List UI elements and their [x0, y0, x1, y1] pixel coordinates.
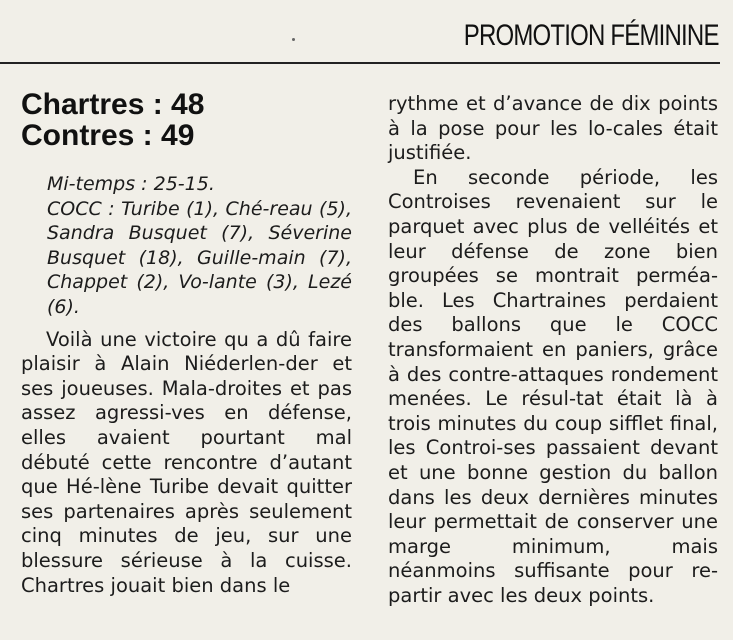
bleed-through-text: [150, 0, 155, 13]
article-paragraph-1-continued: rythme et d’avance de dix points à la pose pour les lo-cales était justifiée.: [388, 92, 718, 165]
right-column: [388, 92, 718, 608]
left-column: [21, 90, 352, 598]
section-rule: [0, 62, 720, 64]
team-lineup: COCC : Turibe (1), Ché-reau (5), Sandra Busquet (7), Séverine Busquet (18), Guille-main (7), Chappet (2), Vo-lante (3), Lezé (6).: [47, 197, 352, 318]
paper-speck: [292, 38, 295, 41]
article-paragraph-2: En seconde période, les Controises revenaient sur le parquet avec plus de velléités et leur défense de zone bien groupées se montrait perméa-ble. Les Chartraines perdaient des ballons que le COCC transformaient en paniers, grâce à des contre-attaques rondement menées. Le résul-tat était là à trois minutes du coup sifflet final, les Controi-ses passaient devant et une bonne gestion du ballon dans les deux dernières minutes leur permettait de conserver une marge minimum, mais néanmoins suffisante pour re-partir avec les deux points.: [388, 165, 718, 607]
headline-away-score: Contres : 49: [21, 119, 195, 152]
halftime-score: Mi-temps : 25-15.: [47, 173, 215, 195]
article-paragraph-1: Voilà une victoire qu a dû faire plaisir à Alain Niéderlen-der et ses joueuses. Mala-droites et pas assez agressi-ves en défense, elles avaient pourtant mal débuté cette rencontre d’autant que Hé-lène Turibe devait quitter ses partenaires après seulement cinq minutes de jeu, sur une blessure sérieuse à la cuisse. Chartres jouait bien dans le: [21, 327, 352, 597]
section-rubric: PROMOTION FÉMININE: [464, 19, 719, 52]
match-box: [21, 172, 352, 320]
headline-home-score: Chartres : 48: [21, 88, 205, 121]
